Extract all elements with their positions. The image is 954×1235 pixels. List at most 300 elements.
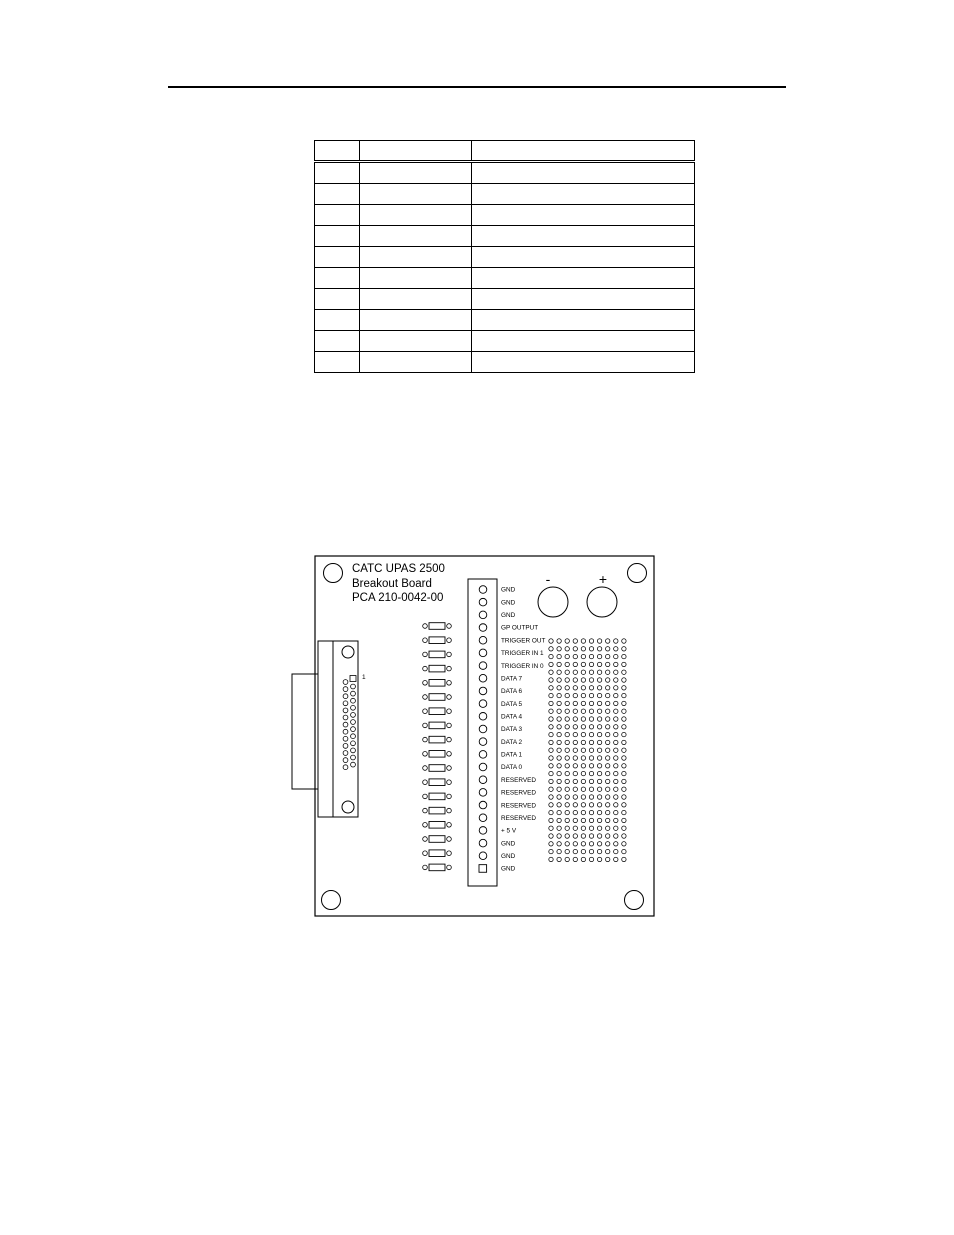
- proto-hole-icon: [622, 639, 626, 643]
- proto-hole-icon: [597, 717, 601, 721]
- connector-screw-icon: [342, 646, 354, 658]
- proto-hole-icon: [597, 670, 601, 674]
- proto-hole-icon: [565, 670, 569, 674]
- proto-hole-icon: [622, 740, 626, 744]
- resistor-pad-icon: [447, 666, 452, 671]
- table-row: [315, 310, 695, 331]
- proto-hole-icon: [622, 756, 626, 760]
- proto-hole-icon: [557, 740, 561, 744]
- proto-hole-icon: [589, 647, 593, 651]
- table-cell: [360, 268, 472, 289]
- resistor-body-icon: [429, 864, 445, 871]
- resistor-pad-icon: [447, 695, 452, 700]
- proto-hole-icon: [573, 717, 577, 721]
- proto-hole-icon: [565, 787, 569, 791]
- proto-hole-icon: [557, 818, 561, 822]
- proto-hole-icon: [606, 701, 610, 705]
- proto-hole-icon: [606, 787, 610, 791]
- proto-hole-icon: [589, 826, 593, 830]
- table-row: [315, 162, 695, 184]
- resistor-pad-icon: [447, 780, 452, 785]
- proto-hole-icon: [622, 842, 626, 846]
- proto-hole-icon: [565, 779, 569, 783]
- proto-hole-icon: [597, 826, 601, 830]
- table-cell: [472, 226, 695, 247]
- table-cell: [315, 247, 360, 268]
- proto-hole-icon: [622, 779, 626, 783]
- proto-hole-icon: [581, 740, 585, 744]
- proto-hole-icon: [565, 709, 569, 713]
- proto-hole-icon: [589, 849, 593, 853]
- table-cell: [360, 331, 472, 352]
- proto-hole-icon: [614, 647, 618, 651]
- proto-hole-icon: [573, 693, 577, 697]
- proto-hole-icon: [557, 686, 561, 690]
- proto-hole-icon: [581, 810, 585, 814]
- proto-hole-icon: [557, 834, 561, 838]
- proto-hole-icon: [606, 834, 610, 838]
- proto-hole-icon: [597, 725, 601, 729]
- proto-hole-icon: [565, 842, 569, 846]
- proto-hole-icon: [549, 771, 553, 775]
- mounting-hole-icon: [324, 564, 343, 583]
- proto-hole-icon: [549, 725, 553, 729]
- proto-hole-icon: [573, 678, 577, 682]
- proto-hole-icon: [565, 654, 569, 658]
- proto-hole-icon: [573, 701, 577, 705]
- terminal-label: DATA 5: [501, 700, 523, 708]
- proto-hole-icon: [573, 787, 577, 791]
- proto-hole-icon: [614, 686, 618, 690]
- table-row: [315, 289, 695, 310]
- proto-hole-icon: [557, 725, 561, 729]
- proto-hole-icon: [606, 654, 610, 658]
- resistor-pad-icon: [423, 752, 428, 757]
- proto-hole-icon: [622, 803, 626, 807]
- proto-hole-icon: [581, 779, 585, 783]
- proto-hole-icon: [549, 818, 553, 822]
- resistor-pad-icon: [447, 709, 452, 714]
- proto-hole-icon: [557, 849, 561, 853]
- table-cell: [472, 162, 695, 184]
- proto-hole-icon: [573, 639, 577, 643]
- proto-hole-icon: [565, 849, 569, 853]
- proto-hole-icon: [565, 795, 569, 799]
- resistor-pad-icon: [423, 737, 428, 742]
- resistor-pad-icon: [447, 723, 452, 728]
- terminal-pin-icon: [479, 839, 487, 847]
- proto-hole-icon: [557, 678, 561, 682]
- proto-hole-icon: [581, 756, 585, 760]
- resistor-body-icon: [429, 751, 445, 758]
- terminal-pin-icon: [479, 852, 487, 860]
- proto-hole-icon: [589, 756, 593, 760]
- proto-hole-icon: [565, 639, 569, 643]
- proto-hole-icon: [622, 654, 626, 658]
- proto-hole-icon: [565, 771, 569, 775]
- table-cell: [315, 331, 360, 352]
- proto-hole-icon: [614, 818, 618, 822]
- terminal-label: GND: [501, 840, 516, 848]
- proto-hole-icon: [589, 748, 593, 752]
- table-cell: [472, 268, 695, 289]
- resistor-column: [423, 623, 452, 871]
- terminal-pin-icon: [479, 713, 487, 721]
- proto-hole-icon: [589, 693, 593, 697]
- resistor-body-icon: [429, 807, 445, 814]
- proto-hole-icon: [597, 701, 601, 705]
- proto-hole-icon: [614, 779, 618, 783]
- table-row: [315, 205, 695, 226]
- connector-pin-icon: [351, 705, 356, 710]
- proto-hole-icon: [589, 818, 593, 822]
- resistor-pad-icon: [447, 766, 452, 771]
- proto-hole-icon: [573, 662, 577, 666]
- proto-hole-icon: [573, 849, 577, 853]
- proto-hole-icon: [606, 717, 610, 721]
- proto-hole-icon: [597, 795, 601, 799]
- proto-hole-icon: [581, 725, 585, 729]
- proto-hole-icon: [622, 717, 626, 721]
- connector-pin-icon: [351, 691, 356, 696]
- proto-hole-icon: [606, 725, 610, 729]
- terminal-pin-icon: [479, 725, 487, 733]
- table-cell: [315, 205, 360, 226]
- connector-pin-icon: [343, 751, 348, 756]
- proto-hole-icon: [573, 647, 577, 651]
- proto-hole-icon: [614, 810, 618, 814]
- proto-hole-icon: [589, 654, 593, 658]
- proto-hole-icon: [565, 834, 569, 838]
- proto-hole-icon: [581, 686, 585, 690]
- table-cell: [360, 310, 472, 331]
- proto-hole-icon: [581, 662, 585, 666]
- proto-hole-icon: [565, 748, 569, 752]
- header-cell: [472, 141, 695, 162]
- resistor-body-icon: [429, 665, 445, 672]
- proto-hole-icon: [597, 787, 601, 791]
- proto-hole-icon: [597, 842, 601, 846]
- proto-hole-icon: [597, 803, 601, 807]
- proto-hole-icon: [606, 779, 610, 783]
- proto-hole-icon: [606, 795, 610, 799]
- connector-flange: [318, 641, 358, 817]
- connector-pin-icon: [343, 708, 348, 713]
- proto-hole-icon: [597, 834, 601, 838]
- proto-hole-icon: [557, 771, 561, 775]
- proto-hole-icon: [549, 740, 553, 744]
- terminal-label: RESERVED: [501, 776, 537, 784]
- proto-hole-icon: [606, 639, 610, 643]
- proto-hole-icon: [622, 826, 626, 830]
- proto-hole-icon: [606, 678, 610, 682]
- table-cell: [472, 205, 695, 226]
- proto-hole-icon: [622, 810, 626, 814]
- proto-hole-icon: [573, 764, 577, 768]
- proto-hole-icon: [565, 662, 569, 666]
- proto-hole-icon: [614, 678, 618, 682]
- resistor-pad-icon: [447, 865, 452, 870]
- terminal-label: GND: [501, 865, 516, 873]
- resistor-pad-icon: [447, 851, 452, 856]
- proto-hole-icon: [606, 693, 610, 697]
- terminal-pin-icon: [479, 586, 487, 594]
- resistor-pad-icon: [447, 624, 452, 629]
- proto-hole-icon: [573, 748, 577, 752]
- breakout-board-figure: [280, 548, 660, 924]
- table-cell: [472, 247, 695, 268]
- proto-hole-icon: [581, 670, 585, 674]
- proto-hole-icon: [589, 709, 593, 713]
- proto-hole-icon: [565, 686, 569, 690]
- proto-hole-icon: [589, 857, 593, 861]
- proto-hole-icon: [606, 647, 610, 651]
- proto-hole-icon: [614, 787, 618, 791]
- table-header-row: [315, 141, 695, 162]
- terminal-label: DATA 2: [501, 738, 523, 746]
- table-cell: [315, 162, 360, 184]
- terminal-label: DATA 0: [501, 764, 523, 772]
- connector-screw-icon: [342, 801, 354, 813]
- proto-hole-icon: [581, 717, 585, 721]
- proto-hole-icon: [557, 842, 561, 846]
- resistor-pad-icon: [447, 837, 452, 842]
- proto-hole-icon: [565, 857, 569, 861]
- proto-hole-icon: [557, 795, 561, 799]
- proto-hole-icon: [573, 857, 577, 861]
- resistor-pad-icon: [423, 723, 428, 728]
- table-cell: [472, 310, 695, 331]
- proto-hole-icon: [549, 678, 553, 682]
- resistor-body-icon: [429, 708, 445, 715]
- proto-hole-icon: [581, 693, 585, 697]
- proto-hole-icon: [573, 834, 577, 838]
- terminal-pin-icon: [479, 662, 487, 670]
- breakout-board-diagram: [280, 548, 660, 924]
- proto-hole-icon: [622, 662, 626, 666]
- proto-hole-icon: [573, 810, 577, 814]
- proto-hole-icon: [581, 857, 585, 861]
- proto-hole-icon: [573, 818, 577, 822]
- proto-hole-icon: [622, 701, 626, 705]
- proto-hole-icon: [614, 662, 618, 666]
- proto-hole-icon: [581, 647, 585, 651]
- proto-hole-icon: [549, 795, 553, 799]
- proto-hole-icon: [557, 803, 561, 807]
- proto-hole-icon: [557, 764, 561, 768]
- proto-hole-icon: [614, 826, 618, 830]
- proto-hole-icon: [573, 803, 577, 807]
- proto-hole-icon: [589, 803, 593, 807]
- proto-hole-icon: [573, 779, 577, 783]
- terminal-pin-icon: [479, 624, 487, 632]
- resistor-body-icon: [429, 694, 445, 701]
- proto-hole-icon: [614, 717, 618, 721]
- proto-hole-icon: [606, 756, 610, 760]
- terminal-label: RESERVED: [501, 789, 537, 797]
- resistor-body-icon: [429, 680, 445, 687]
- board-outline: [315, 556, 654, 916]
- proto-hole-icon: [597, 818, 601, 822]
- terminal-pin-icon: [479, 611, 487, 619]
- resistor-body-icon: [429, 850, 445, 857]
- proto-hole-icon: [573, 732, 577, 736]
- proto-hole-icon: [549, 857, 553, 861]
- proto-hole-icon: [549, 826, 553, 830]
- proto-hole-icon: [622, 771, 626, 775]
- proto-hole-icon: [573, 795, 577, 799]
- proto-hole-icon: [597, 771, 601, 775]
- proto-hole-icon: [622, 834, 626, 838]
- table-row: [315, 226, 695, 247]
- proto-hole-icon: [589, 842, 593, 846]
- proto-hole-icon: [597, 654, 601, 658]
- terminal-pin-icon: [479, 636, 487, 644]
- proto-hole-icon: [581, 678, 585, 682]
- proto-hole-icon: [597, 647, 601, 651]
- proto-hole-icon: [622, 709, 626, 713]
- proto-hole-icon: [549, 834, 553, 838]
- proto-hole-icon: [581, 701, 585, 705]
- proto-hole-icon: [597, 686, 601, 690]
- table-row: [315, 352, 695, 373]
- proto-hole-icon: [565, 756, 569, 760]
- positive-binding-post-icon: [587, 587, 617, 617]
- table-header: [315, 141, 695, 162]
- proto-hole-icon: [597, 678, 601, 682]
- proto-hole-icon: [557, 670, 561, 674]
- table-cell: [360, 162, 472, 184]
- proto-hole-icon: [549, 670, 553, 674]
- proto-hole-icon: [597, 810, 601, 814]
- proto-hole-icon: [581, 654, 585, 658]
- proto-hole-icon: [606, 842, 610, 846]
- proto-hole-icon: [573, 826, 577, 830]
- resistor-pad-icon: [423, 624, 428, 629]
- proto-hole-icon: [589, 771, 593, 775]
- proto-hole-icon: [597, 732, 601, 736]
- mounting-hole-icon: [322, 891, 341, 910]
- resistor-pad-icon: [423, 652, 428, 657]
- resistor-pad-icon: [447, 652, 452, 657]
- proto-hole-icon: [557, 826, 561, 830]
- terminal-label: DATA 1: [501, 751, 523, 759]
- terminal-pin-icon: [479, 814, 487, 822]
- proto-hole-icon: [614, 842, 618, 846]
- proto-hole-icon: [597, 756, 601, 760]
- table-cell: [315, 184, 360, 205]
- proto-hole-icon: [565, 818, 569, 822]
- plus-terminal-label: +: [598, 571, 608, 587]
- mounting-hole-icon: [628, 564, 647, 583]
- terminal-pin-icon: [479, 827, 487, 835]
- proto-hole-icon: [622, 795, 626, 799]
- connector-pin-icon: [343, 687, 348, 692]
- resistor-pad-icon: [423, 837, 428, 842]
- resistor-pad-icon: [447, 638, 452, 643]
- connector-pin-icon: [351, 727, 356, 732]
- proto-hole-icon: [606, 732, 610, 736]
- table-cell: [360, 184, 472, 205]
- connector-pins: [343, 676, 356, 770]
- connector-pin1-label: 1: [362, 674, 366, 681]
- proto-hole-icon: [549, 693, 553, 697]
- table-cell: [472, 352, 695, 373]
- terminal-pins: [479, 586, 487, 873]
- proto-hole-icon: [597, 764, 601, 768]
- terminal-label: GND: [501, 599, 516, 607]
- proto-hole-icon: [622, 670, 626, 674]
- connector-pin-icon: [351, 755, 356, 760]
- resistor-pad-icon: [423, 709, 428, 714]
- resistor-pad-icon: [447, 794, 452, 799]
- connector-pin-icon: [343, 680, 348, 685]
- proto-hole-icon: [589, 732, 593, 736]
- terminal-label: DATA 7: [501, 675, 523, 683]
- connector-shell: [292, 674, 318, 789]
- proto-hole-icon: [573, 771, 577, 775]
- proto-hole-icon: [549, 748, 553, 752]
- proto-hole-icon: [622, 787, 626, 791]
- resistor-body-icon: [429, 836, 445, 843]
- proto-hole-icon: [549, 803, 553, 807]
- connector-pin-icon: [351, 762, 356, 767]
- resistor-pad-icon: [423, 794, 428, 799]
- proto-hole-icon: [622, 732, 626, 736]
- proto-hole-icon: [606, 771, 610, 775]
- terminal-label: TRIGGER IN 0: [501, 662, 544, 670]
- proto-hole-icon: [549, 842, 553, 846]
- proto-hole-icon: [614, 639, 618, 643]
- connector-pin-icon: [351, 720, 356, 725]
- proto-hole-icon: [614, 756, 618, 760]
- proto-hole-icon: [589, 725, 593, 729]
- resistor-body-icon: [429, 722, 445, 729]
- proto-hole-icon: [614, 732, 618, 736]
- table-body: [315, 162, 695, 373]
- proto-hole-icon: [573, 756, 577, 760]
- proto-hole-icon: [622, 748, 626, 752]
- terminal-pin-icon: [479, 763, 487, 771]
- proto-hole-icon: [557, 787, 561, 791]
- negative-binding-post-icon: [538, 587, 568, 617]
- proto-hole-icon: [622, 686, 626, 690]
- proto-hole-icon: [549, 709, 553, 713]
- proto-hole-icon: [597, 857, 601, 861]
- terminal-pin-icon: [479, 776, 487, 784]
- proto-hole-icon: [557, 810, 561, 814]
- resistor-pad-icon: [423, 851, 428, 856]
- connector-pin-icon: [351, 748, 356, 753]
- terminal-label: RESERVED: [501, 802, 537, 810]
- proto-hole-icon: [557, 717, 561, 721]
- resistor-pad-icon: [447, 808, 452, 813]
- proto-hole-icon: [589, 787, 593, 791]
- proto-hole-icon: [606, 803, 610, 807]
- proto-hole-icon: [589, 834, 593, 838]
- proto-hole-icon: [589, 810, 593, 814]
- proto-hole-icon: [549, 662, 553, 666]
- resistor-pad-icon: [447, 823, 452, 828]
- proto-hole-icon: [606, 826, 610, 830]
- proto-hole-icon: [606, 764, 610, 768]
- proto-hole-icon: [581, 732, 585, 736]
- proto-hole-icon: [614, 670, 618, 674]
- table-cell: [472, 331, 695, 352]
- terminal-label: DATA 3: [501, 726, 523, 734]
- connector-pin-icon: [343, 758, 348, 763]
- resistor-body-icon: [429, 623, 445, 630]
